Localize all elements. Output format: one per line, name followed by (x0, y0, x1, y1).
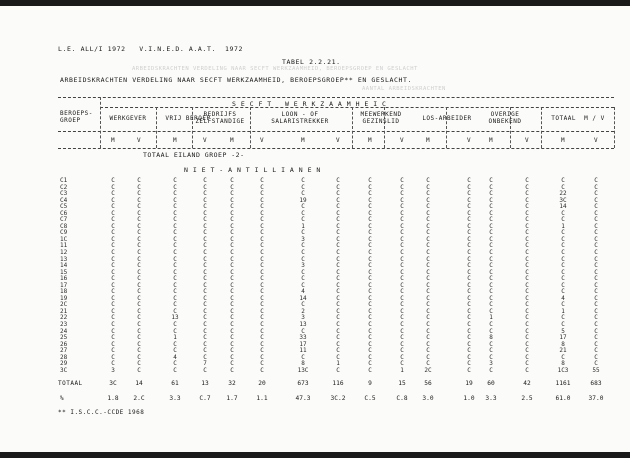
table-number: TABEL 2.2.21. (282, 58, 341, 66)
sex-header: M (425, 137, 431, 144)
data-column: C C C C C C C C C C C C C C C C C C C C C C C C C C C C C 3 (111, 177, 115, 374)
percent-cell: 3.3 (485, 395, 497, 402)
percent-cell: 1.8 (107, 395, 119, 402)
source-line: L.E. ALL/I 1972 V.I.N.E.D. A.A.T. 1972 (58, 45, 244, 53)
data-column: C C C C C C C C C C C C C C C C C C C C C 1 C C 8 C C C 3 C (489, 177, 493, 374)
column-header: OVERIGE ONBEKEND (488, 111, 522, 125)
column-divider (446, 107, 447, 148)
totaal-label: TOTAAL (58, 380, 83, 387)
data-column: C C C C C C C C C C C C C C C C C C C C C C C C C C C C C C (137, 177, 141, 374)
percent-row (0, 395, 630, 403)
table-title: ARBEIDSKRACHTEN VERDELING NAAR SECFT WERKZAAMHEID, BEROEPSGROEP** EN GESLACHT. (60, 76, 413, 84)
totaal-cell: 19 (465, 380, 473, 387)
data-column: C C C 19 C C C 1 C 3 C C C 3 C C C 4 14 C 2 3 13 C 33 17 11 C 8 13C (297, 177, 309, 374)
column-header: WERKGEVER (109, 115, 147, 122)
data-column: C C C C C C C C C C C C C C C C C C C C C C C C C C C C 7 C (203, 177, 207, 374)
totaal-cell: 13 (201, 380, 209, 387)
column-header: LOON - OF SALARISTREKKER (271, 111, 329, 125)
totaal-cell: 32 (228, 380, 236, 387)
column-header: TOTAAL M / V (551, 115, 605, 122)
column-divider (541, 107, 542, 148)
column-header: BEDRIJFS ZELFSTANDIGE (195, 111, 245, 125)
percent-cell: 1.7 (226, 395, 238, 402)
percent-cell: 37.0 (588, 395, 604, 402)
data-column: C C 22 3C 14 C C 1 C C C C C C C C C C 4 C 1 C C 5 17 8 21 C 8 1C3 (557, 177, 569, 374)
totaal-cell: 1161 (555, 380, 571, 387)
sex-header: M (229, 137, 235, 144)
sex-header: V (202, 137, 208, 144)
rule-under-sex (58, 148, 614, 149)
sex-header: M (110, 137, 116, 144)
data-column: C C C C C C C C C C C C C C C C C C C C C C C C C C C C C 2C (424, 177, 432, 374)
rule-under-group (100, 107, 614, 108)
column-header: LOS-ARBEIDER (422, 115, 472, 122)
totaal-cell: 14 (135, 380, 143, 387)
group-title: S E C F T W E R K Z A A M H E I C (232, 100, 387, 108)
sex-header: V (399, 137, 405, 144)
column-divider (352, 107, 353, 148)
data-column: C C C C C C C C C C C C C C C C C C C C C C C C C C C C C 55 (592, 177, 600, 374)
column-divider (156, 107, 157, 148)
footnote: ** I.S.C.C.-CCDE 1968 (58, 409, 145, 416)
totaal-cell: 9 (368, 380, 372, 387)
subtitle: TOTAAL EILAND GROEP -2- (143, 151, 245, 159)
bleed-through-text-2: AANTAL ARBEIDSKRACHTEN (362, 86, 446, 92)
row-codes: C1 C2 C3 C4 C5 C6 C7 C8 C9 1C 11 12 13 14 15 16 17 18 19 2C 21 22 23 24 25 26 27 28 29 3C (60, 177, 68, 374)
totaal-cell: 42 (523, 380, 531, 387)
percent-cell: 47.3 (295, 395, 311, 402)
bleed-through-text-1: ARBEIDSKRACHTEN VERDELING NAAR SECFT WERKZAAMHEID, BEROEPSGROEP EN GESLACHT (132, 66, 418, 72)
rule-top (58, 97, 614, 98)
percent-cell: 61.0 (555, 395, 571, 402)
sex-header: M (172, 137, 178, 144)
totaal-cell: 61 (171, 380, 179, 387)
data-column: C C C C C C C C C C C C C C C C C C C C C C C C C C C C C C (230, 177, 234, 374)
rule-under-labels (58, 131, 614, 132)
column-divider (250, 107, 251, 148)
totaal-cell: 15 (398, 380, 406, 387)
sex-header: V (136, 137, 142, 144)
sex-header: V (524, 137, 530, 144)
totaal-cell: 3C (109, 380, 117, 387)
sex-header: M (367, 137, 373, 144)
totaal-cell: 60 (487, 380, 495, 387)
percent-cell: 3.0 (422, 395, 434, 402)
percent-cell: 1.1 (256, 395, 268, 402)
sex-header: M (488, 137, 494, 144)
column-divider (100, 97, 101, 148)
percent-cell: 3C.2 (330, 395, 346, 402)
percent-label: % (60, 395, 65, 402)
data-column: C C C C C C C C C C C C C C C C C C C C C C C C C C C C C C (467, 177, 471, 374)
column-divider (192, 107, 193, 148)
totaal-row (0, 380, 630, 388)
column-divider (614, 107, 615, 148)
sex-header: M (300, 137, 306, 144)
data-column: C C C C C C C C C C C C C C C C C C C C C C C C C C C C C C (525, 177, 529, 374)
percent-cell: 2.C (133, 395, 145, 402)
column-header: MEEWERKEND GEZINSLID (360, 111, 402, 125)
totaal-cell: 116 (332, 380, 344, 387)
sex-header: M (560, 137, 566, 144)
data-column: C C C C C C C C C C C C C C C C C C C C C 13 C C 1 C C 4 C C (171, 177, 179, 374)
data-column: C C C C C C C C C C C C C C C C C C C C C C C C C C C C C 1 (400, 177, 404, 374)
percent-cell: 2.5 (521, 395, 533, 402)
scanned-page (0, 6, 630, 452)
sex-header: V (466, 137, 472, 144)
data-column: C C C C C C C C C C C C C C C C C C C C C C C C C C C C C C (260, 177, 264, 374)
totaal-cell: 20 (258, 380, 266, 387)
sex-header: V (259, 137, 265, 144)
percent-cell: C.5 (364, 395, 376, 402)
percent-cell: 1.0 (463, 395, 475, 402)
totaal-cell: 683 (590, 380, 602, 387)
percent-cell: 3.3 (169, 395, 181, 402)
subsection-title: N I E T - A N T I L L I A N E N (184, 166, 321, 174)
data-column: C C C C C C C C C C C C C C C C C C C C C C C C C C C C 1 C (336, 177, 340, 374)
totaal-cell: 56 (424, 380, 432, 387)
column-header: VRIJ BEROEP (165, 115, 211, 122)
totaal-cell: 673 (297, 380, 309, 387)
rowhead-label: BEROEPS- GROEP (60, 110, 93, 124)
sex-header: V (593, 137, 599, 144)
sex-header: V (335, 137, 341, 144)
percent-cell: C.7 (199, 395, 211, 402)
data-column: C C C C C C C C C C C C C C C C C C C C C C C C C C C C C C (368, 177, 372, 374)
percent-cell: C.8 (396, 395, 408, 402)
